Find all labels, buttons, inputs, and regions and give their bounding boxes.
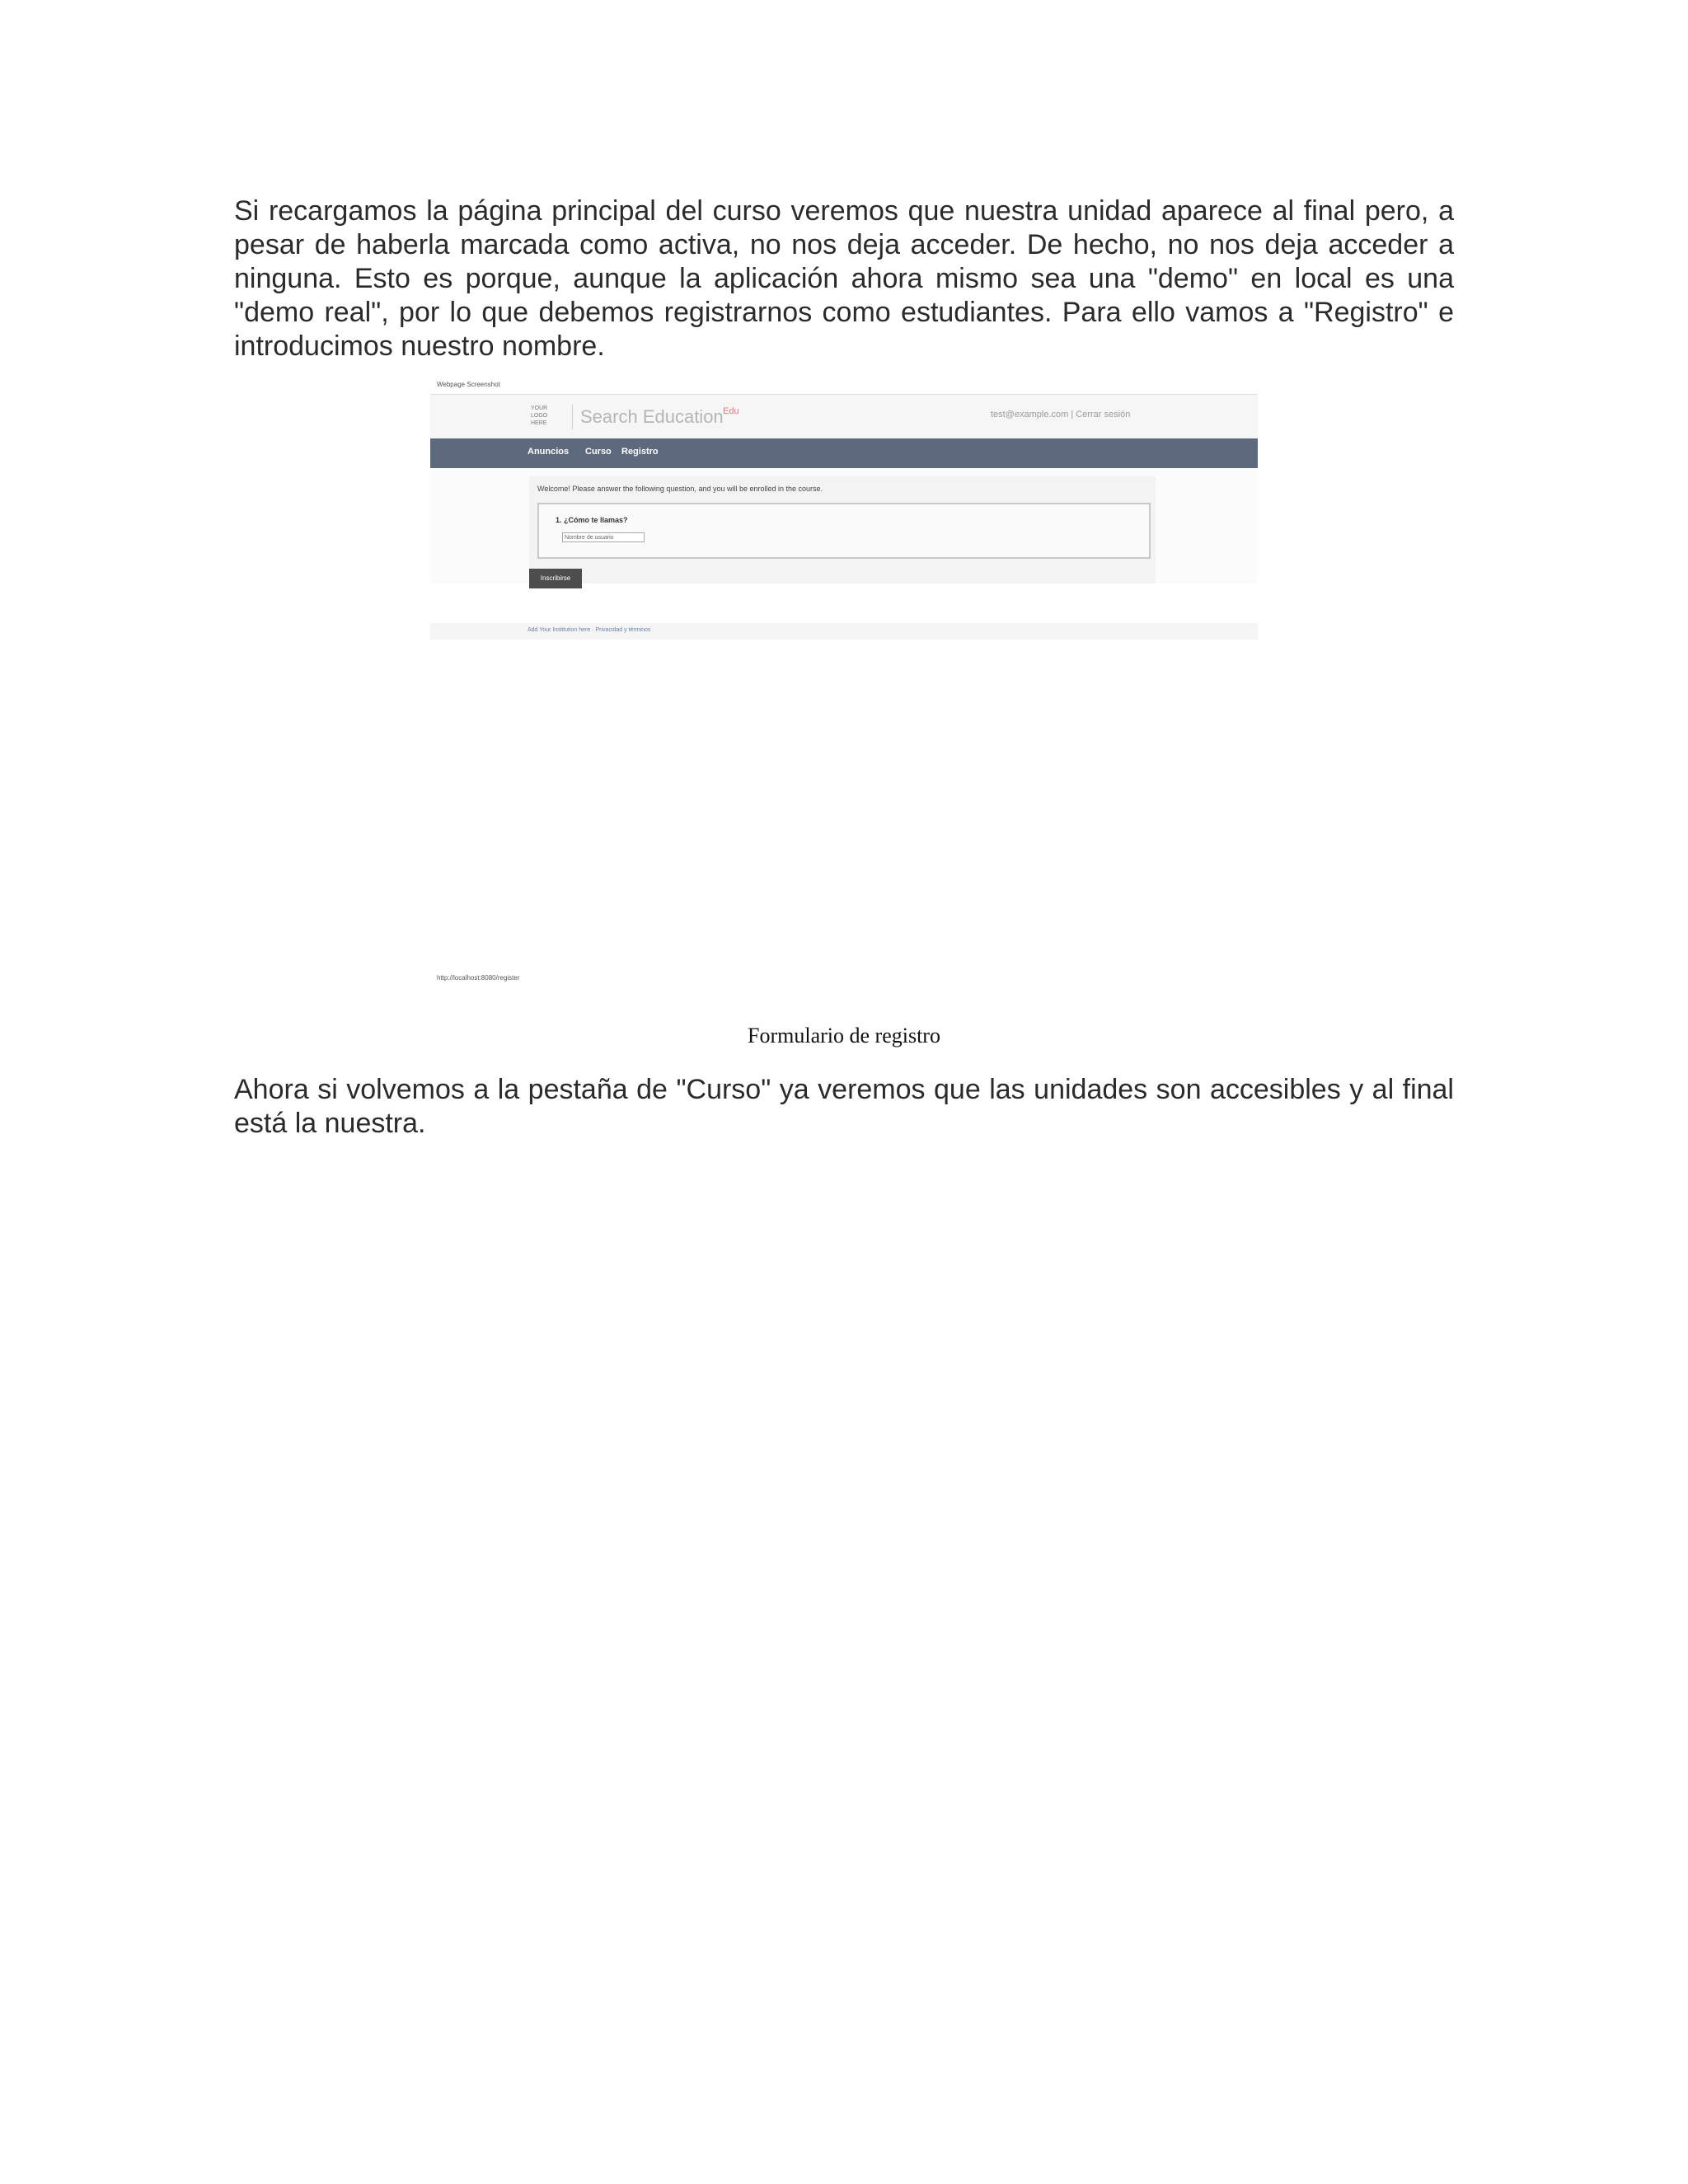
name-input[interactable]: Nombre de usuario	[562, 532, 645, 542]
screenshot-footer	[430, 623, 1258, 640]
question-box	[537, 503, 1151, 559]
screenshot-label: Webpage Screenshot	[437, 381, 500, 388]
site-badge: Edu	[723, 406, 739, 416]
nav-tab-anuncios[interactable]: Anuncios	[528, 447, 570, 457]
header-divider	[572, 405, 573, 429]
user-email: test@example.com	[991, 410, 1069, 419]
user-area	[991, 410, 1130, 419]
nav-tab-registro[interactable]: Registro	[621, 447, 659, 457]
welcome-text: Welcome! Please answer the following question, and you will be enrolled in the course.	[537, 485, 823, 493]
body-paragraph-1: Si recargamos la página principal del curso veremos que nuestra unidad aparece al final pero, a pesar de haberla marcada como activa, no nos deja acceder. De hecho, no nos deja acceder a ninguna. Esto es porque, aunque la aplicación ahora mismo sea una "demo" en local es una "demo real", por lo que debemos registrarnos como estudiantes. Para ello vamos a "Registro" e introducimos nuestro nombre.	[234, 195, 1454, 362]
site-title: Search Education	[580, 406, 724, 427]
registration-form-screenshot	[429, 377, 1261, 987]
header-separator: |	[1071, 410, 1076, 419]
registration-panel	[529, 476, 1156, 583]
nav-tab-curso[interactable]: Curso	[585, 447, 612, 457]
logo-placeholder: YOUR LOGO HERE	[531, 405, 548, 426]
figure-caption: Formulario de registro	[748, 1024, 940, 1047]
submit-button[interactable]: Inscribirse	[529, 569, 582, 588]
footer-links[interactable]: Add Your Institution here · Privacidad y términos	[528, 627, 651, 633]
screenshot-header	[430, 394, 1258, 439]
screenshot-body	[430, 468, 1258, 583]
body-paragraph-2: Ahora si volvemos a la pestaña de "Curso" ya veremos que las unidades son accesibles y al final está la nuestra.	[234, 1074, 1454, 1139]
logout-link[interactable]: Cerrar sesión	[1076, 410, 1131, 419]
question-label: 1. ¿Cómo te llamas?	[556, 516, 628, 524]
screenshot-nav-bar	[430, 438, 1258, 468]
screenshot-url: http://localhost:8080/register	[437, 974, 520, 982]
